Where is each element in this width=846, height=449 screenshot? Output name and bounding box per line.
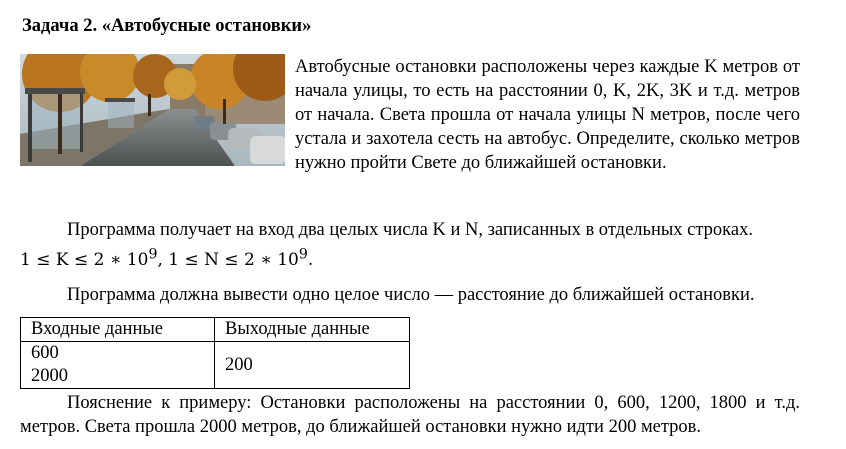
constraints-formula <box>20 246 314 270</box>
input-line-1: 600 <box>31 343 59 363</box>
task-title: Задача 2. «Автобусные остановки» <box>22 16 312 36</box>
input-line-2: 2000 <box>31 366 68 386</box>
table-header-input: Входные данные <box>21 318 215 342</box>
photo-spacer <box>20 55 295 165</box>
input-description-text: Программа получает на вход два целых числа K и N, записанных в отдельных строках. <box>67 220 753 240</box>
constraint-end: . <box>307 249 314 270</box>
problem-statement-text: Автобусные остановки расположены через каждые K метров от начала улицы, то есть на расстоянии 0, K, 2K, 3K и т.д. метров от начала. Света прошла от начала улицы N метров, после чего устала и захотела сесть на автобус. Определите, сколько метров нужно пройти Свете до ближайшей остановки. <box>295 57 800 173</box>
example-table <box>20 317 410 389</box>
constraint-k-exponent: 9 <box>148 246 158 262</box>
input-description <box>20 218 800 272</box>
constraint-n-exponent: 9 <box>298 246 308 262</box>
constraint-k: 1 ≤ K ≤ 2 ∗ 10 <box>20 249 149 270</box>
table-header-output: Выходные данные <box>215 318 410 342</box>
table-cell-output: 200 <box>215 342 410 389</box>
example-explanation: Пояснение к примеру: Остановки расположены на расстоянии 0, 600, 1200, 1800 и т.д. метров. Света прошла 2000 метров, до ближайшей остановки нужно идти 200 метров. <box>20 393 800 437</box>
constraint-n: , 1 ≤ N ≤ 2 ∗ 10 <box>157 249 299 270</box>
table-cell-input <box>21 342 215 389</box>
problem-statement <box>20 55 800 175</box>
output-description: Программа должна вывести одно целое число — расстояние до ближайшей остановки. <box>67 285 755 305</box>
